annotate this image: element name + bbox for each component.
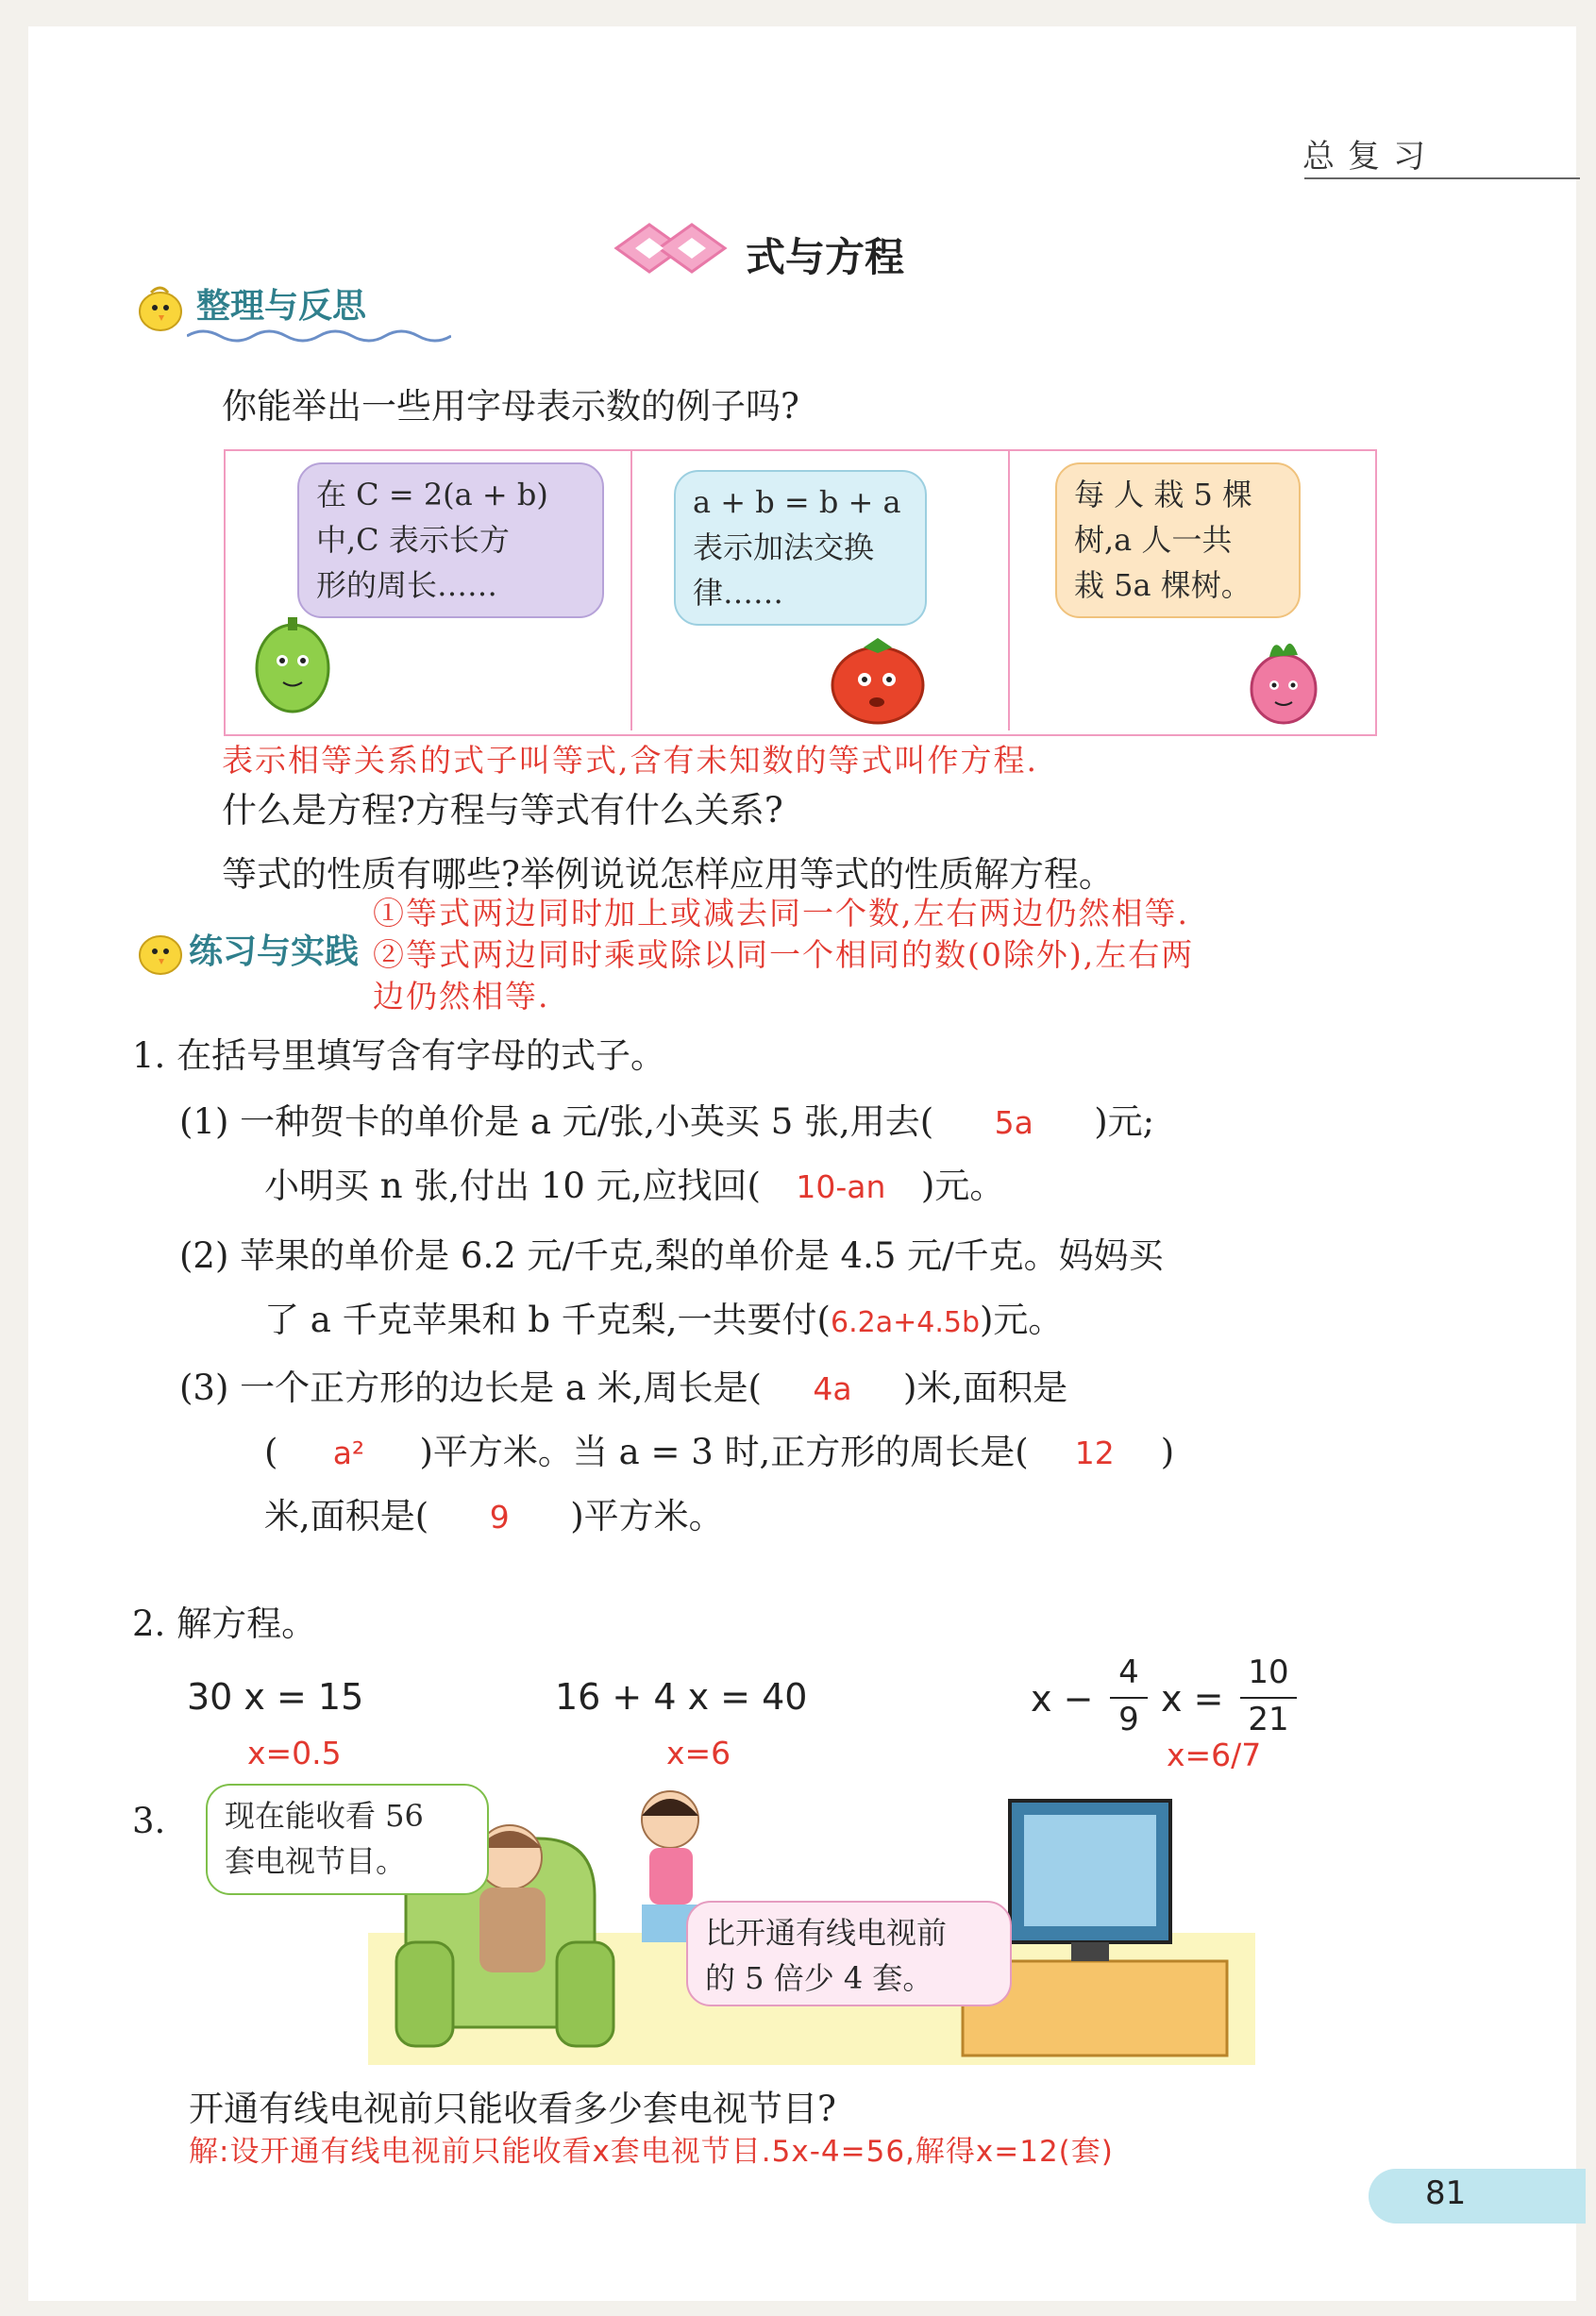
textbook-page	[28, 26, 1576, 2301]
tomato-character-icon	[812, 630, 944, 734]
text: )平方米。	[570, 1496, 724, 1536]
text: 米,面积是(	[264, 1496, 429, 1536]
question-equation: 什么是方程?方程与等式有什么关系?	[222, 790, 783, 831]
equation-1: 30 x = 15	[187, 1676, 364, 1718]
text: )元;	[1094, 1101, 1155, 1142]
text: )平方米。当 a = 3 时,正方形的周长是(	[419, 1432, 1029, 1472]
equation-3-mid: x =	[1161, 1678, 1224, 1720]
fraction-numerator: 4	[1118, 1653, 1139, 1691]
property-line: 边仍然相等.	[373, 978, 550, 1015]
speech-bubble-man	[206, 1784, 489, 1895]
bubble-line: 表示加法交换	[693, 529, 875, 565]
property-line: ②等式两边同时乘或除以同一个相同的数(0除外),左右两	[373, 936, 1195, 973]
chapter-header: 总复习	[1302, 138, 1438, 176]
answer-4a: 4a	[813, 1370, 852, 1407]
problem-2-heading: 2. 解方程。	[132, 1603, 317, 1644]
answer-9: 9	[489, 1499, 510, 1536]
problem-1-2-line-b	[264, 1291, 1063, 1342]
fraction-numerator: 10	[1248, 1653, 1289, 1691]
fraction-bar	[1240, 1697, 1297, 1699]
page-title: 式与方程	[746, 234, 905, 280]
answer-equation-3: x=6/7	[1167, 1737, 1262, 1773]
bubble-line: 树,a 人一共	[1074, 522, 1233, 558]
chick-icon	[132, 923, 189, 980]
speech-bubble-commutative	[674, 470, 927, 626]
problem-1-3-line-b	[264, 1423, 1174, 1474]
radish-character-icon	[1232, 630, 1336, 734]
section-review-title: 整理与反思	[196, 287, 367, 326]
diamond-decoration-icon	[583, 215, 734, 281]
property-line: ①等式两边同时加上或减去同一个数,左右两边仍然相等.	[373, 895, 1189, 931]
fraction-bar	[1110, 1697, 1148, 1699]
problem-1-3-line-a	[179, 1359, 1067, 1410]
chick-icon	[132, 279, 189, 336]
answer-12: 12	[1074, 1435, 1115, 1471]
question-properties: 等式的性质有哪些?举例说说怎样应用等式的性质解方程。	[222, 854, 1114, 895]
wavy-underline	[187, 327, 451, 345]
problem-3-question: 开通有线电视前只能收看多少套电视节目?	[189, 2089, 836, 2129]
answer-5a: 5a	[994, 1104, 1033, 1141]
problem-1-heading: 1. 在括号里填写含有字母的式子。	[132, 1035, 666, 1076]
answer-equation-2: x=6	[666, 1735, 731, 1771]
problem-1-1-line-b	[264, 1157, 1004, 1208]
problem-1-2-line-a: (2) 苹果的单价是 6.2 元/千克,梨的单价是 4.5 元/千克。妈妈买	[179, 1235, 1164, 1276]
bubble-line: 形的周长……	[316, 567, 498, 603]
bubble-line: 套电视节目。	[225, 1843, 407, 1879]
text: 小明买 n 张,付出 10 元,应找回(	[264, 1166, 761, 1206]
page-number-tab	[1369, 2169, 1586, 2224]
speech-bubble-girl	[686, 1901, 1012, 2006]
text: (	[264, 1432, 278, 1472]
answer-price: 6.2a+4.5b	[831, 1306, 980, 1339]
handwritten-properties	[373, 893, 1194, 1017]
answer-a-squared: a²	[332, 1435, 365, 1471]
header-rule	[1304, 177, 1580, 179]
handwritten-definition: 表示相等关系的式子叫等式,含有未知数的等式叫作方程.	[222, 742, 1038, 779]
speech-bubble-trees	[1055, 462, 1301, 618]
problem-3-answer: 解:设开通有线电视前只能收看x套电视节目.5x-4=56,解得x=12(套)	[189, 2135, 1114, 2169]
intro-question: 你能举出一些用字母表示数的例子吗?	[222, 386, 799, 427]
bubble-line: 的 5 倍少 4 套。	[705, 1960, 933, 1996]
problem-3-label: 3.	[132, 1801, 166, 1841]
bubble-line: 栽 5a 棵树。	[1074, 567, 1252, 603]
bubble-line: 比开通有线电视前	[705, 1915, 948, 1951]
speech-bubble-perimeter	[297, 462, 604, 618]
fraction-denominator: 9	[1118, 1701, 1139, 1738]
bubble-line: 每 人 栽 5 棵	[1074, 477, 1253, 512]
bubble-line: 在 C = 2(a + b)	[316, 477, 548, 512]
text: )	[1160, 1432, 1175, 1472]
green-pepper-character-icon	[241, 612, 344, 725]
text: )元。	[979, 1300, 1064, 1340]
text: (1) 一种贺卡的单价是 a 元/张,小英买 5 张,用去(	[179, 1101, 934, 1142]
text: (3) 一个正方形的边长是 a 米,周长是(	[179, 1368, 762, 1408]
panel-divider	[1008, 451, 1010, 730]
problem-1-3-line-c	[264, 1487, 724, 1538]
bubble-line: 现在能收看 56	[225, 1798, 424, 1834]
problem-1-1-line-a	[179, 1093, 1154, 1144]
text: )米,面积是	[902, 1368, 1068, 1408]
text: )元。	[920, 1166, 1005, 1206]
page-number: 81	[1425, 2174, 1467, 2212]
bubble-line: 律……	[693, 575, 784, 611]
answer-10-an: 10-an	[796, 1168, 886, 1205]
panel-divider	[630, 451, 632, 730]
text: 了 a 千克苹果和 b 千克梨,一共要付(	[264, 1300, 831, 1340]
equation-3-x: x −	[1031, 1678, 1094, 1720]
equation-2: 16 + 4 x = 40	[555, 1676, 808, 1718]
bubble-line: 中,C 表示长方	[316, 522, 510, 558]
fraction-denominator: 21	[1248, 1701, 1289, 1738]
section-practice-title: 练习与实践	[189, 932, 360, 971]
bubble-line: a + b = b + a	[693, 484, 901, 520]
answer-equation-1: x=0.5	[247, 1735, 342, 1771]
